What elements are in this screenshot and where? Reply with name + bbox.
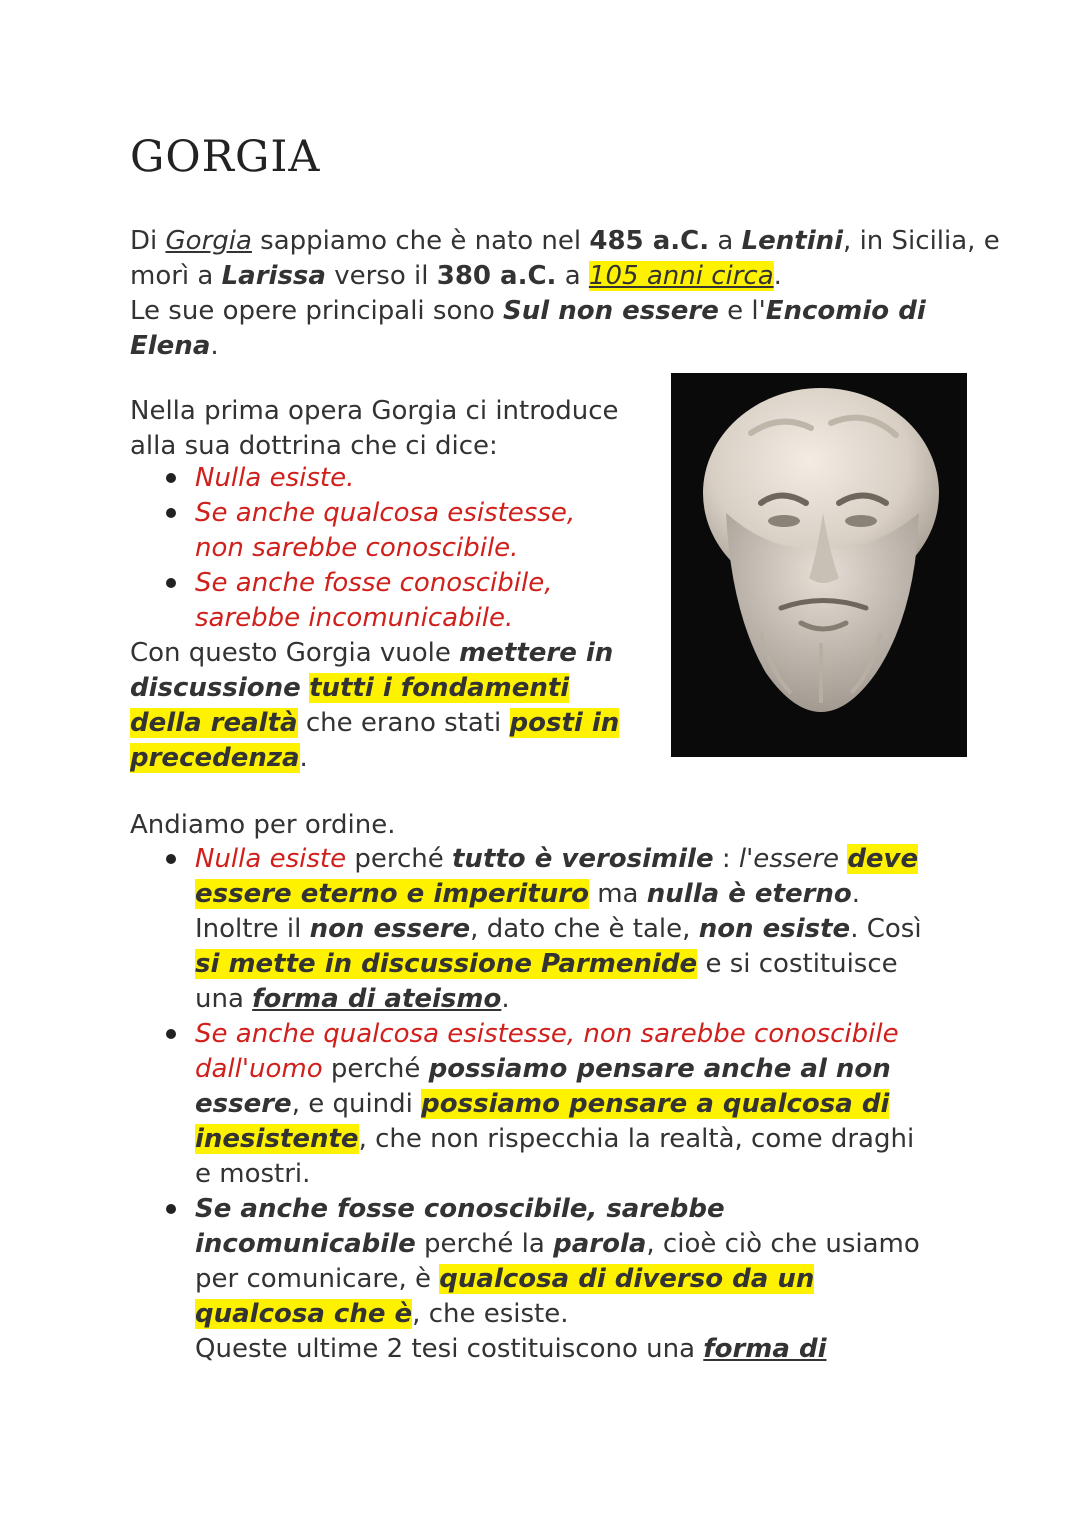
section1-intro: Nella prima opera Gorgia ci introduce alla sua dottrina che ci dice: — [130, 396, 619, 461]
list-item: Se anche fosse conoscibile, sarebbe incomunicabile perché la parola, cioè ciò che usiamo per comunicare, è qualcosa di diverso da un qualcosa che è, che esiste. Queste ultime 2 tesi costituiscono una forma di — [162, 1192, 932, 1367]
list-item: Se anche qualcosa esistesse, non sarebbe conoscibile dall'uomo perché possiamo pensare anche al non essere, e quindi possiamo pensare a qualcosa di inesistente, che non rispecchia la realtà, come draghi e mostri. — [162, 1017, 932, 1192]
gorgia-name: Gorgia — [165, 226, 252, 256]
gorgia-bust-image — [671, 373, 967, 757]
philosopher-bust-icon — [671, 373, 967, 757]
list-item: Se anche fosse conoscibile, sarebbe incomunicabile. — [162, 566, 592, 636]
section1-conclusion: Con questo Gorgia vuole mettere in discussione tutti i fondamenti della realtà che erano stati posti in precedenza. — [130, 638, 620, 773]
explanation-list — [162, 842, 932, 1367]
doctrine-list — [162, 461, 592, 636]
list-item: Se anche qualcosa esistesse, non sarebbe conoscibile. — [162, 496, 592, 566]
list-item: Nulla esiste perché tutto è verosimile : l'essere deve essere eterno e imperituro ma nulla è eterno. Inoltre il non essere, dato che è tale, non esiste. Così si mette in discussione Parmenide e si costituisce una forma di ateismo. — [162, 842, 932, 1017]
list-item: Nulla esiste. — [162, 461, 592, 496]
intro-paragraph: Di Gorgia sappiamo che è nato nel 485 a.C. a Lentini, in Sicilia, e morì a Larissa verso il 380 a.C. a 105 anni circa. Le sue opere principali sono Sul non essere e l'Encomio di Elena. — [130, 226, 1000, 361]
section2-intro: Andiamo per ordine. — [130, 810, 396, 840]
page-title: GORGIA — [130, 132, 321, 182]
